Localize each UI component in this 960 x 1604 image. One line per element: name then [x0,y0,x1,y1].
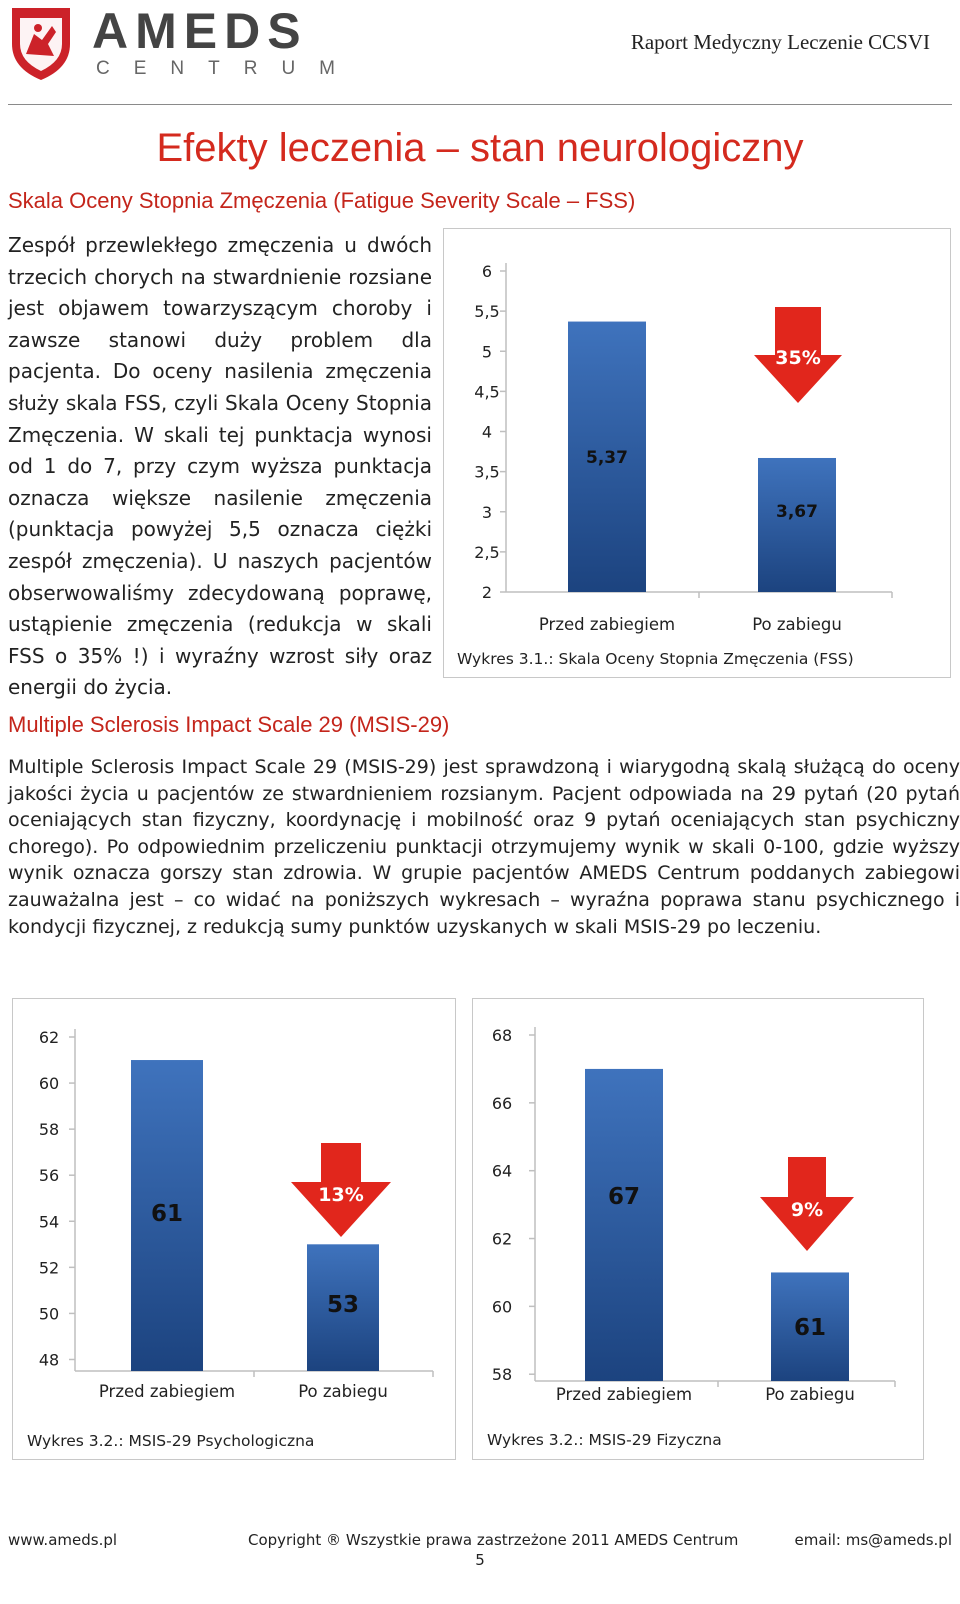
y-tick-label: 5,5 [474,302,500,322]
x-category-label: Po zabiegu [765,1385,855,1404]
y-tick-label: 4,5 [474,382,500,402]
y-tick-label: 2 [481,583,493,602]
footer-email[interactable]: email: ms@ameds.pl [794,1531,952,1549]
y-tick-label: 64 [491,1161,513,1181]
y-tick-label: 48 [38,1350,60,1370]
ameds-shield-logo-icon [8,4,74,82]
bar-przed-zabiegiem [585,1069,663,1381]
reduction-percent-label: 13% [318,1184,364,1206]
brand-subtitle: CENTRUM [96,58,359,79]
y-tick-label: 3 [481,502,493,522]
y-tick-label: 66 [491,1093,513,1113]
bar-value-label: 3,67 [776,502,818,522]
bar-value-label: 61 [150,1201,184,1227]
x-category-label: Po zabiegu [752,615,842,634]
bar-po-zabiegu [758,458,836,592]
y-tick-label: 62 [38,1028,60,1047]
fss-paragraph: Zespół przewlekłego zmęczenia u dwóch trzecich chorych na stwardnienie rozsiane jest objawem towarzyszącym choroby i zawsze stanowi duży problem dla pacjenta. Do oceny nasilenia zmęczenia służy skala FSS, czyli Skala Oceny Stopnia Zmęczenia. W skali tej punktacja wynosi od 1 do 7, przy czym wyższa punktacja oznacza większe nasilenie zmęczenia (punktacja powyżej 5,5 oznacza ciężki zespół zmęczenia). U naszych pacjentów obserwowaliśmy zdecydowaną poprawę, ustąpienie zmęczenia (redukcja w skali FSS o 35% !) i wyraźny wzrost siły oraz energii do życia. [8,233,432,700]
bar-value-label: 61 [793,1315,827,1341]
page-title: Efekty leczenia – stan neurologiczny [156,126,804,170]
y-tick-label: 56 [38,1166,60,1186]
chart-caption: Wykres 3.2.: MSIS-29 Fizyczna [487,1431,722,1449]
y-tick-label: 4 [481,422,493,442]
x-category-label: Przed zabiegiem [538,615,676,634]
y-tick-label: 3,5 [474,462,500,482]
brand-name: AMEDS [92,3,308,59]
chart-caption: Wykres 3.1.: Skala Oceny Stopnia Zmęczenia (FSS) [457,650,854,668]
bar-value-label: 5,37 [586,448,628,468]
y-tick-label: 54 [38,1212,60,1232]
x-category-label: Przed zabiegiem [555,1385,693,1404]
footer-website[interactable]: www.ameds.pl [8,1531,118,1549]
fss-bar-chart [444,229,949,676]
y-tick-label: 62 [491,1229,513,1249]
footer-copyright: Copyright ® Wszystkie prawa zastrzeżone 2011 AMEDS Centrum [248,1531,739,1549]
x-category-label: Po zabiegu [298,1382,388,1401]
y-tick-label: 58 [491,1365,513,1385]
y-tick-label: 52 [38,1258,60,1278]
page-number: 5 [475,1551,485,1569]
y-tick-label: 5 [481,342,493,362]
bar-value-label: 53 [326,1292,360,1318]
header [0,0,960,105]
section-heading-fss: Skala Oceny Stopnia Zmęczenia (Fatigue Severity Scale – FSS) [8,188,636,213]
fss-chart-panel [443,228,951,678]
chart-caption: Wykres 3.2.: MSIS-29 Psychologiczna [27,1432,315,1450]
msis-paragraph: Multiple Sclerosis Impact Scale 29 (MSIS-29) jest sprawdzoną i wiarygodną skalą służącą do oceny jakości życia u pacjentów ze stwardnieniem rozsianym. Pacjent odpowiada na 29 pytań (20 pytań oceniających stan fizyczny, koordynację i mobilność oraz 9 pytań oceniających stan psychiczny chorego). Po odpowiednim przeliczeniu punktacji otrzymujemy wynik w skali 0-100, gdzie wyższy wynik oznacza gorszy stan zdrowia. W grupie pacjentów AMEDS Centrum poddanych zabiegowi zauważalna jest – co widać na poniższych wykresach – wyraźna poprawa stanu psychicznego i kondycji fizycznej, z redukcją sumy punktów uzyskanych w skali MSIS-29 po leczeniu. [8,756,960,938]
y-tick-label: 50 [38,1304,60,1324]
x-category-label: Przed zabiegiem [98,1382,236,1401]
y-tick-label: 58 [38,1120,60,1140]
y-tick-label: 60 [38,1074,60,1094]
msis-psych-bar-chart [13,999,454,1458]
reduction-percent-label: 9% [790,1199,824,1221]
report-title: Raport Medyczny Leczenie CCSVI [630,30,930,54]
bar-value-label: 67 [607,1184,641,1210]
reduction-percent-label: 35% [775,347,821,369]
msis-psych-chart-panel [12,998,456,1460]
y-tick-label: 2,5 [474,542,500,562]
y-tick-label: 68 [491,1026,513,1045]
y-tick-label: 6 [481,262,493,281]
msis-physical-chart-panel [472,998,924,1460]
section-heading-msis: Multiple Sclerosis Impact Scale 29 (MSIS-29) [8,712,450,737]
header-divider [8,104,952,105]
msis-physical-bar-chart [473,999,922,1458]
y-tick-label: 60 [491,1297,513,1317]
